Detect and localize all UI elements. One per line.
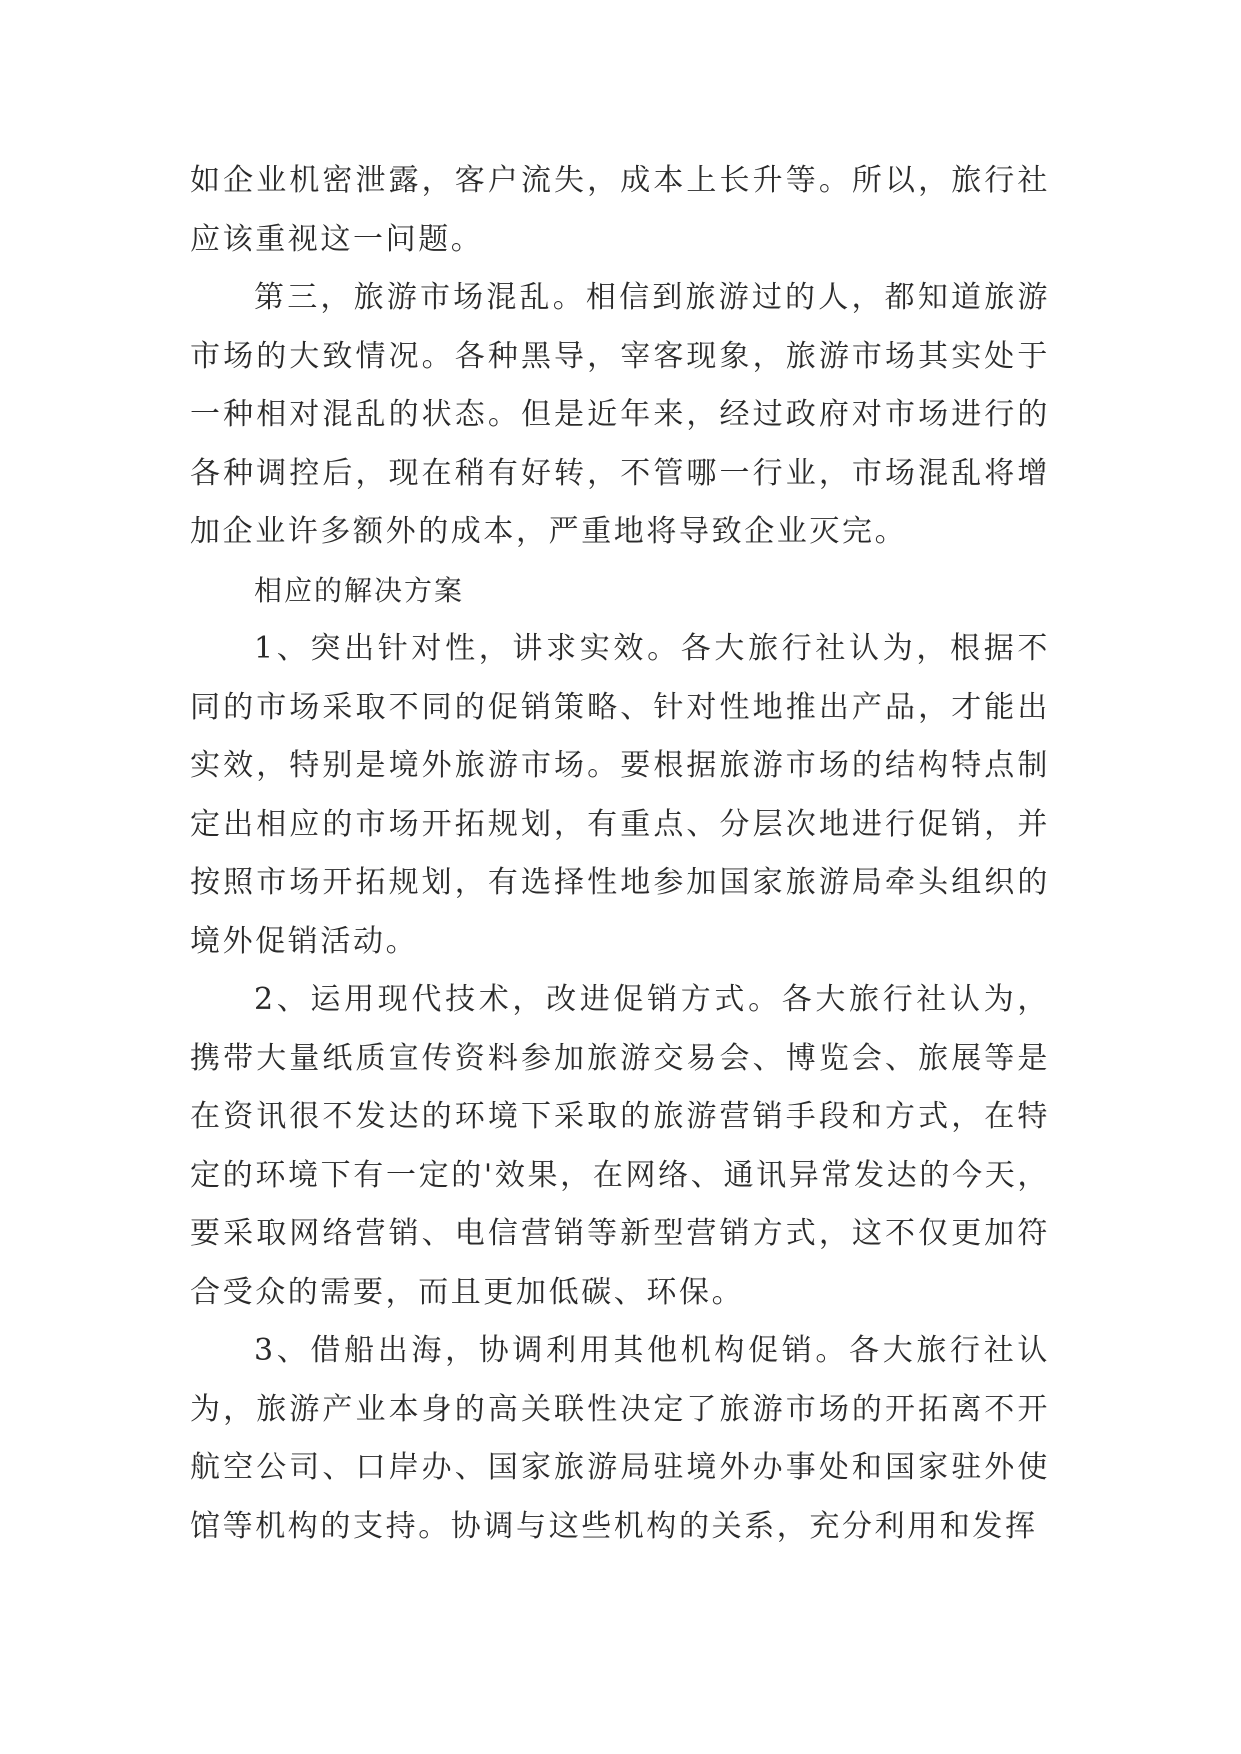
paragraph-solution-2: 2、运用现代技术，改进促销方式。各大旅行社认为，携带大量纸质宣传资料参加旅游交易会、博览会、旅展等是在资讯很不发达的环境下采取的旅游营销手段和方式，在特定的环境下有一定的'效果，在网络、通讯异常发达的今天，要采取网络营销、电信营销等新型营销方式，这不仅更加符合受众的需要，而且更加低碳、环保。 bbox=[190, 982, 1050, 1310]
section-heading-solutions: 相应的解决方案 bbox=[254, 573, 465, 607]
paragraph-solution-1: 1、突出针对性，讲求实效。各大旅行社认为，根据不同的市场采取不同的促销策略、针对性地推出产品，才能出实效，特别是境外旅游市场。要根据旅游市场的结构特点制定出相应的市场开拓规划，有重点、分层次地进行促销，并按照市场开拓规划，有选择性地参加国家旅游局牵头组织的境外促销活动。 bbox=[190, 631, 1050, 959]
paragraph-continuation: 如企业机密泄露，客户流失，成本上长升等。所以，旅行社应该重视这一问题。 bbox=[190, 163, 1050, 257]
document-page bbox=[190, 152, 1050, 1556]
paragraph-solution-3: 3、借船出海，协调利用其他机构促销。各大旅行社认为，旅游产业本身的高关联性决定了旅游市场的开拓离不开航空公司、口岸办、国家旅游局驻境外办事处和国家驻外使馆等机构的支持。协调与这些机构的关系，充分利用和发挥 bbox=[190, 1333, 1050, 1544]
paragraph-market-chaos: 第三，旅游市场混乱。相信到旅游过的人，都知道旅游市场的大致情况。各种黑导，宰客现象，旅游市场其实处于一种相对混乱的状态。但是近年来，经过政府对市场进行的各种调控后，现在稍有好转，不管哪一行业，市场混乱将增加企业许多额外的成本，严重地将导致企业灭完。 bbox=[190, 280, 1050, 549]
